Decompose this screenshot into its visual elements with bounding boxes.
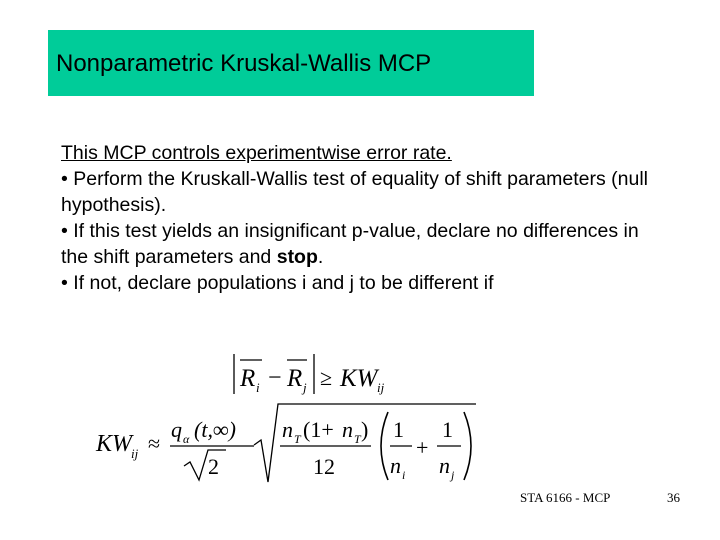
intro-text: This MCP controls experimentwise error rate. [61, 142, 452, 164]
kw-subscript: ij [131, 446, 139, 461]
bullet-marker: • [61, 220, 68, 242]
page-number: 36 [667, 490, 680, 505]
formula-condition [234, 354, 385, 395]
n-i-subscript: i [402, 468, 406, 482]
close-paren: ) [361, 417, 369, 442]
bullet-2-end: . [317, 246, 324, 268]
footer-course: STA 6166 - MCP [520, 490, 611, 505]
q-symbol: q [171, 417, 182, 442]
sqrt2-radical [184, 450, 226, 480]
n-t-symbol: n [282, 417, 293, 442]
approx-sign: ≈ [148, 431, 161, 456]
r-j-symbol: R [287, 365, 303, 392]
r-j-subscript: j [303, 380, 307, 395]
kw-symbol: KW [340, 365, 378, 392]
big-paren-left [381, 412, 388, 480]
one-plus: (1+ [303, 417, 334, 442]
n-j-subscript: j [451, 468, 455, 482]
bullet-marker: • [61, 272, 68, 294]
n-t-subscript: T [294, 432, 301, 446]
slide-title: Nonparametric Kruskal-Wallis MCP [56, 50, 432, 77]
bullet-2-text: If this test yields an insignificant p-value, declare no differences in the shift parameters and [61, 220, 639, 268]
bullet-3-text: If not, declare populations i and j to be different if [73, 272, 494, 294]
n-t-symbol-2: n [342, 417, 353, 442]
one-numerator-i: 1 [393, 417, 404, 442]
one-numerator-j: 1 [442, 417, 453, 442]
minus-sign: − [268, 365, 282, 391]
q-arguments: (t,∞) [194, 417, 236, 442]
twelve: 12 [313, 454, 335, 479]
r-i-subscript: i [256, 380, 260, 395]
big-paren-right [464, 412, 471, 480]
n-t-subscript-2: T [354, 432, 361, 446]
n-i-symbol: n [390, 453, 401, 478]
formula-kw-definition [95, 404, 476, 482]
sqrt2-number: 2 [208, 454, 219, 479]
kw-symbol: KW [96, 431, 132, 457]
r-i-symbol: R [240, 365, 256, 392]
bullet-1-text: Perform the Kruskall-Wallis test of equality of shift parameters (null hypothesis). [61, 168, 648, 216]
geq-sign: ≥ [320, 365, 333, 390]
bullet-2-bold: stop [276, 246, 318, 268]
alpha-subscript: α [183, 432, 190, 446]
kw-subscript: ij [377, 380, 385, 395]
bullet-marker: • [61, 168, 68, 190]
n-j-symbol: n [439, 453, 450, 478]
plus-sign: + [416, 435, 429, 460]
